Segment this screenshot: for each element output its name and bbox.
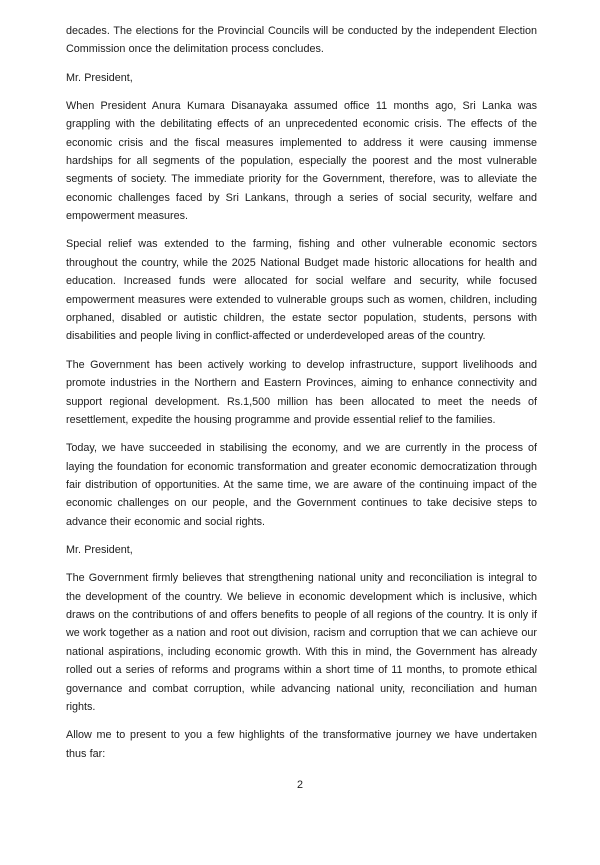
paragraph: Special relief was extended to the farming, fishing and other vulnerable economic sectors throughout the country, while the 2025 National Budget made historic allocations for health and education. Increased funds were allocated for social welfare and security, while focused empowerment measures were extended to vulnerable groups such as women, children, including orphaned, disabled or autistic children, the estate sector population, students, persons with disabilities and people living in conflict-affected or underdeveloped areas of the country. xyxy=(66,238,537,343)
salutation: Mr. President, xyxy=(66,71,133,84)
paragraph: The Government has been actively working to develop infrastructure, support livelihoods and promote industries in the Northern and Eastern Provinces, aiming to enhance connectivity and support regional development. Rs.1,500 million has been allocated to meet the needs of resettlement, expedite the housing programme and provide essential relief to the families. xyxy=(66,358,537,426)
paragraph-continued: decades. The elections for the Provincial Councils will be conducted by the independent Election Commission once the delimitation process concludes. xyxy=(66,25,537,56)
paragraph: Today, we have succeeded in stabilising the economy, and we are currently in the process of laying the foundation for economic transformation and greater economic democratization through fair distribution of opportunities. At the same time, we are aware of the continuing impact of the economic challenges on our people, and the Government continues to take decisive steps to advance their economic and social rights. xyxy=(66,442,537,528)
salutation: Mr. President, xyxy=(66,543,133,556)
paragraph: The Government firmly believes that strengthening national unity and reconciliation is integral to the development of the country. We believe in economic development which is inclusive, which draws on the contributions of and offers benefits to people of all regions of the country. It is only if we work together as a nation and root out division, racism and corruption that we can achieve our national aspirations, including economic growth. With this in mind, the Government has already rolled out a series of reforms and programs within a short time of 11 months, to promote ethical governance and combat corruption, while advancing national unity, reconciliation and human rights. xyxy=(66,572,537,713)
paragraph: When President Anura Kumara Disanayaka assumed office 11 months ago, Sri Lanka was grappling with the debilitating effects of an unprecedented economic crisis. The effects of the economic crisis and the fiscal measures implemented to address it were causing immense hardships for all segments of the population, especially the poorest and the most vulnerable segments of society. The immediate priority for the Government, therefore, was to alleviate the economic challenges faced by Sri Lankans, through a series of social security, welfare and empowerment measures. xyxy=(66,99,537,223)
page-number: 2 xyxy=(296,779,303,791)
paragraph: Allow me to present to you a few highlights of the transformative journey we have undertaken thus far: xyxy=(66,729,537,760)
